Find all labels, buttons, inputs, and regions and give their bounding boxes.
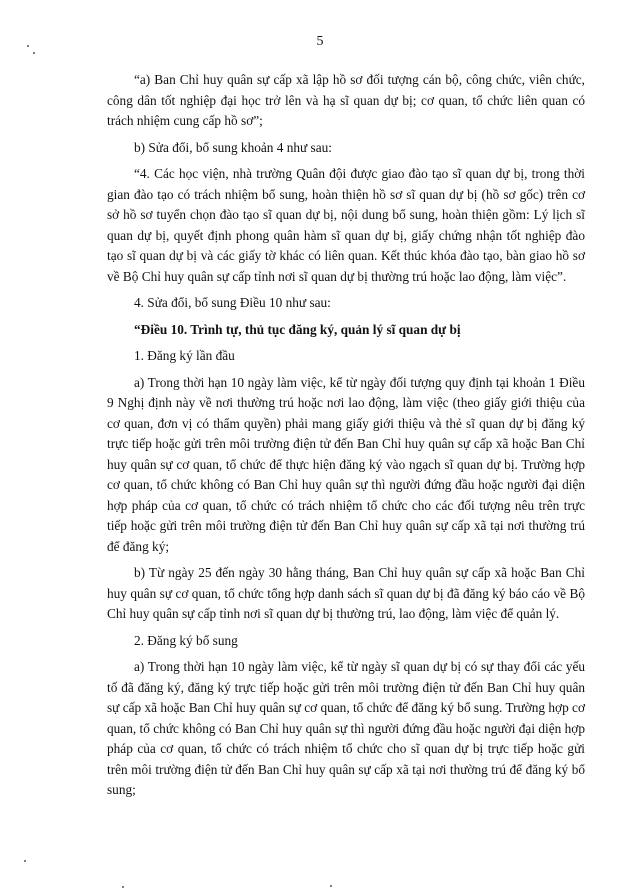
paragraph-amend-clause-4: b) Sửa đổi, bổ sung khoản 4 như sau: [134, 139, 332, 155]
paragraph-1a: a) Trong thời hạn 10 ngày làm việc, kể từ ngày đối tượng quy định tại khoản 1 Điều 9 Nghị định này về nơi thường trú hoặc nơi lao động, làm việc (theo giấy giới thiệu của cơ quan, đơn vị có thẩm quyền) phải mang giấy giới thiệu và thẻ sĩ quan dự bị đăng ký trực tiếp hoặc gửi trên môi trường điện tử đến Ban Chỉ huy quân sự cấp xã hoặc Ban Chỉ huy quân sự cơ quan, tổ chức để thực hiện đăng ký vào ngạch sĩ quan dự bị. Trường hợp cơ quan, tổ chức không có Ban Chỉ huy quân sự thì người đứng đầu hoặc người đại diện hợp pháp của cơ quan, tổ chức có trách nhiệm tổ chức cho các đối tượng nêu trên trực tiếp hoặc gửi trên môi trường điện tử đến Ban Chỉ huy quân sự cấp xã tại nơi thường trú để đăng ký; [107, 374, 585, 554]
paragraph-amend-article-10: 4. Sửa đổi, bổ sung Điều 10 như sau: [134, 295, 331, 310]
paragraph-1b: b) Từ ngày 25 đến ngày 30 hằng tháng, Ban Chỉ huy quân sự cấp xã hoặc Ban Chỉ huy quân sự cơ quan, tổ chức tổng hợp danh sách sĩ quan dự bị đã đăng ký báo cáo về Bộ Chỉ huy quân sự cấp tỉnh nơi sĩ quan dự bị thường trú, lao động, làm việc để quản lý. [107, 565, 585, 621]
page-number: 5 [316, 34, 324, 49]
article-10-heading: “Điều 10. Trình tự, thủ tục đăng ký, quản lý sĩ quan dự bị [134, 321, 461, 337]
scan-speck [27, 45, 29, 47]
scan-speck [122, 886, 124, 888]
scan-speck [330, 885, 332, 887]
scan-speck [24, 860, 26, 862]
paragraph-2a: a) Trong thời hạn 10 ngày làm việc, kể từ ngày sĩ quan dự bị có sự thay đổi các yếu tố đã đăng ký, đăng ký trực tiếp hoặc gửi trên môi trường điện tử đến Ban Chỉ huy quân sự cấp xã hoặc Ban Chỉ huy quân sự cơ quan, tổ chức để đăng ký bổ sung. Trường hợp cơ quan, tổ chức không có Ban Chỉ huy quân sự thì người đứng đầu hoặc người đại diện hợp pháp của cơ quan, tổ chức có trách nhiệm tổ chức cho sĩ quan dự bị trực tiếp hoặc gửi trên môi trường điện tử đến Ban Chỉ huy quân sự cấp xã tại nơi thường trú để đăng ký bổ sung; [107, 659, 585, 797]
scan-speck [33, 52, 35, 54]
section-2-heading: 2. Đăng ký bổ sung [134, 632, 238, 648]
paragraph-clause-4-quote: “4. Các học viện, nhà trường Quân đội được giao đào tạo sĩ quan dự bị, trong thời gian đào tạo có trách nhiệm bổ sung, hoàn thiện hồ sơ sĩ quan dự bị (hồ sơ gốc) trên cơ sở hồ sơ tuyển chọn đào tạo sĩ quan dự bị, nội dung bổ sung, hoàn thiện gồm: Lý lịch sĩ quan dự bị, quyết định phong quân hàm sĩ quan dự bị, giấy chứng nhận tốt nghiệp đào tạo sĩ quan dự bị và các giấy tờ khác có liên quan. Kết thúc khóa đào tạo, bàn giao hồ sơ về Bộ Chỉ huy quân sự cấp tỉnh nơi sĩ quan dự bị thường trú hoặc lao động, làm việc”. [107, 166, 585, 284]
document-body [107, 70, 585, 807]
section-1-heading: 1. Đăng ký lần đầu [134, 348, 235, 363]
paragraph-clause-a-quote: “a) Ban Chỉ huy quân sự cấp xã lập hồ sơ đối tượng cán bộ, công chức, viên chức, công dân tốt nghiệp đại học trở lên và hạ sĩ quan dự bị; cơ quan, tổ chức liên quan có trách nhiệm cung cấp hồ sơ”; [107, 72, 585, 128]
